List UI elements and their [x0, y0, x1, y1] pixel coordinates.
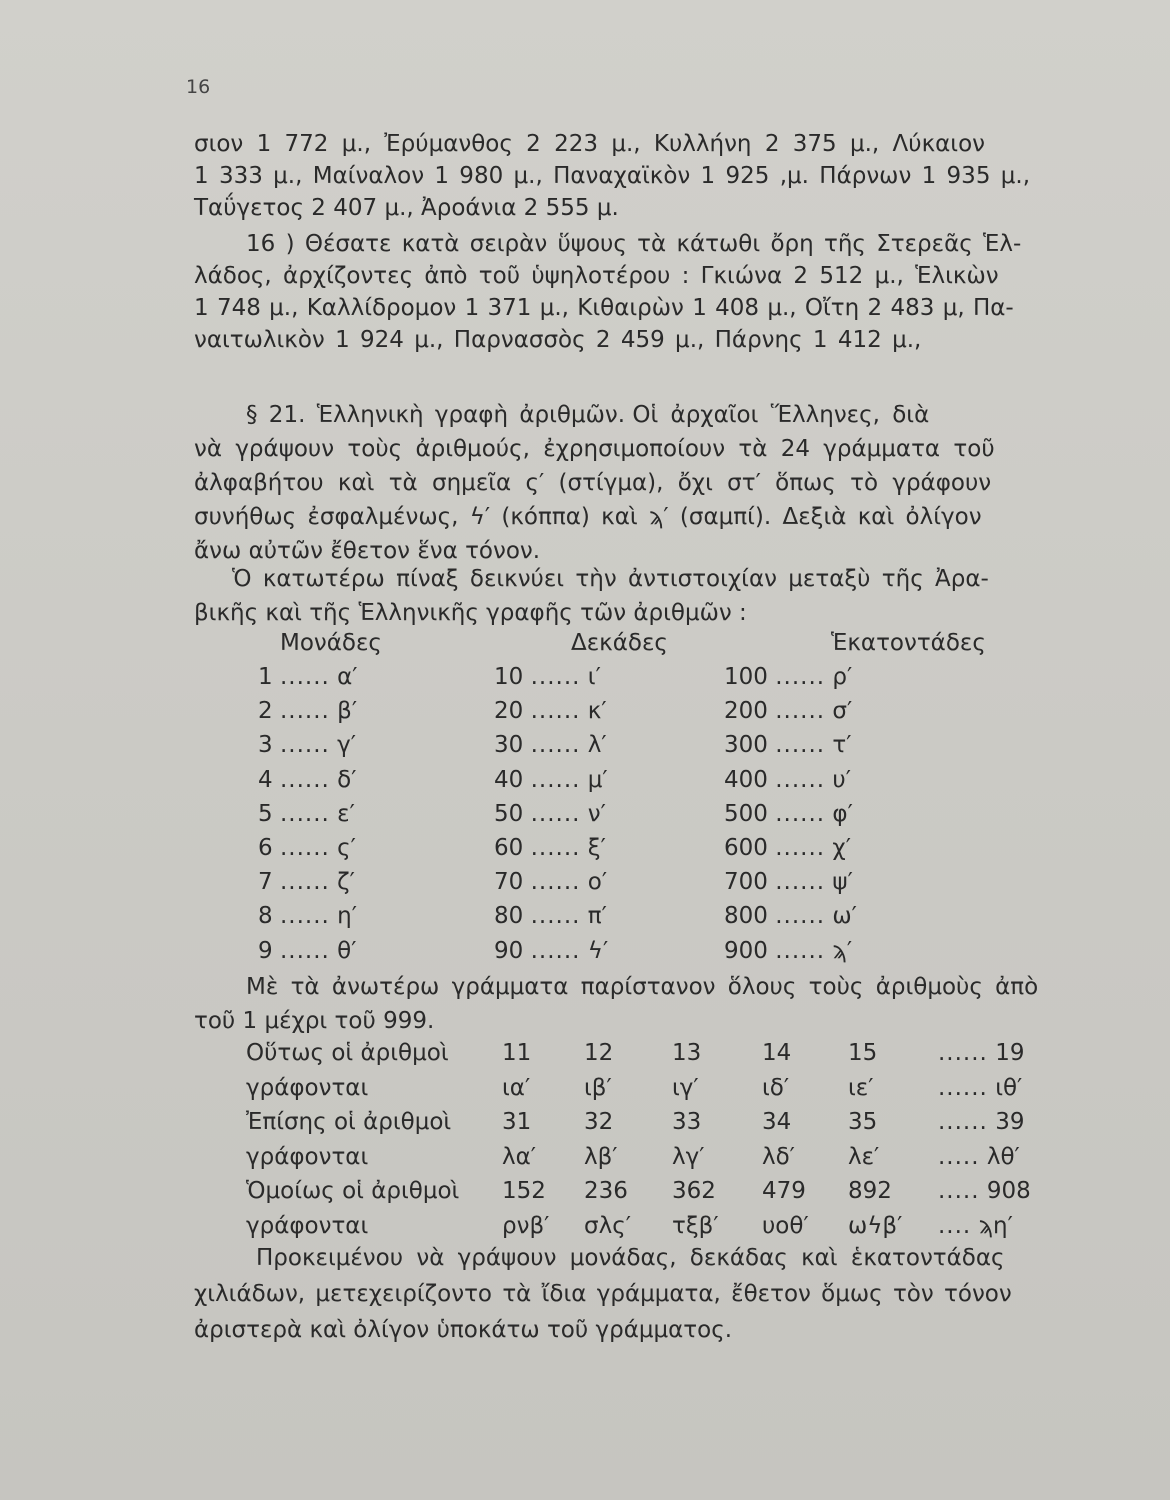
example-last-value: λθ′ — [986, 1143, 1020, 1170]
leader-dots: ...... — [938, 1040, 988, 1066]
arabic-number: 6 — [258, 835, 273, 862]
units-cell — [258, 934, 494, 968]
tens-cell — [494, 899, 724, 933]
hundreds-cell — [724, 694, 944, 728]
greek-numeral: γ′ — [337, 732, 356, 759]
greek-numeral: β′ — [337, 698, 358, 725]
text-line: ναιτωλικὸν 1 924 μ., Παρνασσὸς 2 459 μ., Πάρνης 1 412 μ., — [194, 327, 922, 353]
arabic-number: 8 — [258, 903, 273, 930]
mountains-peloponnese-paragraph — [194, 128, 1096, 224]
leader-dots: ...... — [938, 1074, 988, 1101]
text-line: 1 333 μ., Μαίναλον 1 980 μ., Παναχαϊκὸν 1 925 ,μ. Πάρνων 1 935 μ., — [194, 163, 1031, 189]
units-cell — [258, 763, 494, 797]
leader-dots: ...... — [279, 937, 330, 964]
text-line: συνήθως ἐσφαλμένως, ϟ′ (κόππα) καὶ ϡ′ (σαμπί). Δεξιὰ καὶ ὀλίγον — [194, 504, 982, 530]
numeral-row — [258, 831, 944, 865]
leader-dots: ...... — [530, 698, 581, 725]
greek-numeral: κ′ — [587, 698, 607, 725]
header-label: Ἑκατοντάδες — [831, 630, 986, 656]
arabic-number: 30 — [494, 732, 524, 759]
example-value: λα′ — [502, 1143, 536, 1170]
example-value: ωϟβ′ — [848, 1212, 903, 1239]
leader-dots: ...... — [775, 698, 826, 725]
arabic-number: 90 — [494, 937, 524, 964]
arabic-number: 800 — [724, 903, 768, 930]
units-cell — [258, 797, 494, 831]
tens-cell — [494, 831, 724, 865]
text-line: νὰ γράψουν τοὺς ἀριθμούς, ἐχρησιμοποίουν τὰ 24 γράμματα τοῦ — [194, 436, 995, 462]
text-line: Προκειμένου νὰ γράψουν μονάδας, δεκάδας καὶ ἑκατοντάδας — [256, 1245, 1005, 1271]
numeral-row — [258, 660, 944, 694]
example-last-value: ιθ′ — [995, 1074, 1023, 1101]
example-value: ια′ — [502, 1074, 531, 1101]
arabic-number: 80 — [494, 903, 524, 930]
page-number: 16 — [186, 76, 211, 98]
tens-cell — [494, 797, 724, 831]
leader-dots: ...... — [775, 800, 826, 827]
hundreds-cell — [724, 728, 944, 762]
example-last-value: ϡη′ — [978, 1212, 1013, 1239]
arabic-number: 50 — [494, 800, 524, 827]
leader-dots: ..... — [938, 1143, 980, 1170]
greek-numeral: λ′ — [587, 732, 607, 759]
example-row — [246, 1209, 1031, 1244]
example-value: 479 — [762, 1178, 806, 1204]
greek-numeral: ϡ′ — [832, 937, 853, 964]
greek-numerals-rows — [258, 660, 944, 968]
example-value: υοθ′ — [762, 1212, 809, 1239]
tens-cell — [494, 763, 724, 797]
arabic-number: 200 — [724, 698, 768, 725]
text-line: 1 748 μ., Καλλίδρομον 1 371 μ., Κιθαιρὼν 1 408 μ., Οἴτη 2 483 μ, Πα- — [194, 295, 1014, 321]
arabic-number: 500 — [724, 800, 768, 827]
leader-dots: ...... — [530, 903, 581, 930]
leader-dots: ...... — [530, 766, 581, 793]
greek-numeral: υ′ — [832, 766, 851, 793]
greek-numeral: τ′ — [832, 732, 852, 759]
arabic-number: 10 — [494, 664, 524, 690]
greek-numeral: η′ — [337, 903, 357, 930]
greek-numeral: ϟ′ — [587, 937, 609, 964]
arabic-number: 600 — [724, 835, 768, 862]
example-value: 12 — [584, 1040, 614, 1066]
exercise-16-paragraph — [194, 228, 1096, 356]
units-cell — [258, 831, 494, 865]
arabic-number: 900 — [724, 937, 768, 964]
leader-dots: ...... — [775, 869, 826, 896]
text-line: Ὁ κατωτέρω πίναξ δεικνύει τὴν ἀντιστοιχίαν μεταξὺ τῆς Ἀρα- — [232, 566, 989, 592]
units-cell — [258, 728, 494, 762]
example-last-value: 39 — [995, 1109, 1025, 1135]
text-line: ἄνω αὐτῶν ἔθετον ἕνα τόνον. — [194, 538, 541, 564]
tens-cell — [494, 694, 724, 728]
example-value: σλς′ — [584, 1212, 631, 1239]
hundreds-cell — [724, 899, 944, 933]
example-value: 152 — [502, 1178, 546, 1204]
numeral-row — [258, 694, 944, 728]
leader-dots: ...... — [279, 869, 330, 896]
example-value: 35 — [848, 1109, 878, 1135]
example-value: 362 — [672, 1178, 716, 1204]
example-last-cell — [938, 1071, 1031, 1106]
leader-dots: ...... — [530, 869, 581, 896]
arabic-number: 100 — [724, 664, 768, 690]
numeral-row — [258, 763, 944, 797]
arabic-number: 1 — [258, 664, 273, 690]
greek-numeral: ζ′ — [337, 869, 355, 896]
arabic-number: 4 — [258, 766, 273, 793]
greek-numeral: φ′ — [832, 800, 853, 827]
section-heading: § 21. Ἑλληνικὴ γραφὴ ἀριθμῶν. — [246, 402, 626, 428]
example-label: γράφονται — [246, 1212, 369, 1239]
greek-numeral: ι′ — [587, 664, 601, 690]
range-paragraph — [194, 970, 1096, 1038]
thousands-paragraph — [194, 1240, 1096, 1348]
units-cell — [258, 694, 494, 728]
text-fragment: Οἱ ἀρχαῖοι Ἕλληνες, διὰ — [632, 402, 930, 428]
hundreds-cell — [724, 865, 944, 899]
greek-numerals-table — [258, 626, 1051, 660]
greek-numeral: ν′ — [587, 800, 606, 827]
greek-numeral: ψ′ — [832, 869, 853, 896]
arabic-number: 5 — [258, 800, 273, 827]
text-line: χιλιάδων, μετεχειρίζοντο τὰ ἴδια γράμματα, ἔθετον ὅμως τὸν τόνον — [194, 1281, 1012, 1307]
example-value: ιγ′ — [672, 1074, 699, 1101]
example-value: 34 — [762, 1109, 792, 1135]
text-line: ἀλφαβήτου καὶ τὰ σημεῖα ς′ (στίγμα), ὄχι στ′ ὅπως τὸ γράφουν — [194, 470, 992, 496]
header-units — [258, 626, 516, 660]
arabic-number: 400 — [724, 766, 768, 793]
greek-numeral: ξ′ — [587, 835, 606, 862]
example-value: 892 — [848, 1178, 892, 1204]
example-value: 236 — [584, 1178, 628, 1204]
arabic-number: 700 — [724, 869, 768, 896]
greek-numeral: δ′ — [337, 766, 357, 793]
example-row — [246, 1071, 1031, 1106]
example-value: τξβ′ — [672, 1212, 719, 1239]
leader-dots: ...... — [775, 732, 826, 759]
arabic-number: 2 — [258, 698, 273, 725]
leader-dots: ...... — [775, 835, 826, 862]
example-value: 31 — [502, 1109, 532, 1135]
example-value: λβ′ — [584, 1143, 618, 1170]
text-line: σιον 1 772 μ., Ἐρύμανθος 2 223 μ., Κυλλήνη 2 375 μ., Λύκαιον — [194, 131, 985, 157]
example-value: ιβ′ — [584, 1074, 612, 1101]
text-line: λάδος, ἀρχίζοντες ἀπὸ τοῦ ὑψηλοτέρου : Γκιώνα 2 512 μ., Ἑλικὼν — [194, 263, 999, 289]
text-line: τοῦ 1 μέχρι τοῦ 999. — [194, 1008, 435, 1034]
example-last-cell — [938, 1036, 1031, 1071]
hundreds-cell — [724, 934, 944, 968]
tens-cell — [494, 660, 724, 694]
example-last-cell — [938, 1105, 1031, 1140]
greek-numeral: θ′ — [337, 937, 357, 964]
leader-dots: ...... — [775, 664, 826, 690]
numeral-row — [258, 865, 944, 899]
greek-numeral: ς′ — [337, 835, 356, 862]
leader-dots: ...... — [530, 732, 581, 759]
hundreds-cell — [724, 763, 944, 797]
example-value: 11 — [502, 1040, 532, 1066]
text-line: Μὲ τὰ ἀνωτέρω γράμματα παρίστανον ὅλους τοὺς ἀριθμοὺς ἀπὸ — [246, 974, 1039, 1000]
example-label: γράφονται — [246, 1143, 369, 1170]
example-label: Ὁμοίως οἱ ἀριθμοὶ — [246, 1178, 460, 1204]
leader-dots: ..... — [938, 1178, 980, 1204]
text-line: 16 ) Θέσατε κατὰ σειρὰν ὕψους τὰ κάτωθι ὄρη τῆς Στερεᾶς Ἑλ- — [246, 231, 1022, 257]
arabic-number: 9 — [258, 937, 273, 964]
section-first-line — [194, 398, 1096, 432]
example-last-cell — [938, 1174, 1031, 1209]
units-cell — [258, 899, 494, 933]
leader-dots: ...... — [775, 937, 826, 964]
text-line: βικῆς καὶ τῆς Ἑλληνικῆς γραφῆς τῶν ἀριθμῶν : — [194, 600, 747, 626]
leader-dots: ...... — [279, 800, 330, 827]
header-hundreds — [801, 626, 1051, 660]
example-value: λγ′ — [672, 1143, 705, 1170]
greek-numeral: μ′ — [587, 766, 608, 793]
example-label: Οὕτως οἱ ἀριθμοὶ — [246, 1040, 449, 1066]
greek-numeral: π′ — [587, 903, 607, 930]
numeral-row — [258, 899, 944, 933]
example-label: γράφονται — [246, 1074, 369, 1101]
example-value: λε′ — [848, 1143, 880, 1170]
arabic-number: 3 — [258, 732, 273, 759]
arabic-number: 300 — [724, 732, 768, 759]
example-last-value: 908 — [986, 1178, 1031, 1204]
table-header-row — [258, 626, 1051, 660]
leader-dots: ...... — [279, 732, 330, 759]
example-value: ιδ′ — [762, 1074, 790, 1101]
leader-dots: ...... — [775, 903, 826, 930]
example-row — [246, 1105, 1031, 1140]
numeral-row — [258, 797, 944, 831]
leader-dots: ...... — [938, 1109, 988, 1135]
example-value: 32 — [584, 1109, 614, 1135]
arabic-number: 7 — [258, 869, 273, 896]
example-value: 33 — [672, 1109, 702, 1135]
leader-dots: ...... — [530, 937, 581, 964]
example-last-cell — [938, 1140, 1031, 1175]
example-last-value: 19 — [995, 1040, 1025, 1066]
example-row — [246, 1140, 1031, 1175]
leader-dots: ...... — [279, 698, 330, 725]
units-cell — [258, 865, 494, 899]
leader-dots: ...... — [530, 664, 581, 690]
tens-cell — [494, 934, 724, 968]
example-last-cell — [938, 1209, 1031, 1244]
arabic-number: 60 — [494, 835, 524, 862]
text-line: Ταΰγετος 2 407 μ., Ἀροάνια 2 555 μ. — [194, 195, 619, 221]
text-line: ἀριστερὰ καὶ ὀλίγον ὑποκάτω τοῦ γράμματος. — [194, 1317, 733, 1343]
hundreds-cell — [724, 831, 944, 865]
leader-dots: ...... — [530, 835, 581, 862]
header-label: Δεκάδες — [571, 630, 668, 656]
example-value: 14 — [762, 1040, 792, 1066]
hundreds-cell — [724, 660, 944, 694]
leader-dots: ...... — [279, 903, 330, 930]
leader-dots: ...... — [530, 800, 581, 827]
numeral-row — [258, 934, 944, 968]
numeral-row — [258, 728, 944, 762]
arabic-number: 40 — [494, 766, 524, 793]
tens-cell — [494, 865, 724, 899]
leader-dots: ...... — [279, 664, 330, 690]
example-value: 15 — [848, 1040, 878, 1066]
greek-numeral: α′ — [337, 664, 358, 690]
leader-dots: .... — [938, 1212, 972, 1239]
greek-numeral: σ′ — [832, 698, 853, 725]
example-value: ιε′ — [848, 1074, 874, 1101]
greek-numeral: ω′ — [832, 903, 857, 930]
greek-numeral: ε′ — [337, 800, 355, 827]
leader-dots: ...... — [279, 835, 330, 862]
hundreds-cell — [724, 797, 944, 831]
arabic-number: 70 — [494, 869, 524, 896]
table-intro-paragraph — [194, 562, 1096, 630]
greek-numeral: ο′ — [587, 869, 608, 896]
example-value: ρνβ′ — [502, 1212, 550, 1239]
header-tens — [516, 626, 801, 660]
example-row — [246, 1174, 1031, 1209]
greek-numeral: ρ′ — [832, 664, 853, 690]
example-value: 13 — [672, 1040, 702, 1066]
leader-dots: ...... — [279, 766, 330, 793]
example-label: Ἐπίσης οἱ ἀριθμοὶ — [246, 1109, 452, 1135]
arabic-number: 20 — [494, 698, 524, 725]
section-21 — [194, 398, 1096, 568]
examples-table — [246, 1036, 1031, 1243]
leader-dots: ...... — [775, 766, 826, 793]
tens-cell — [494, 728, 724, 762]
example-value: λδ′ — [762, 1143, 795, 1170]
greek-numeral: χ′ — [832, 835, 851, 862]
example-row — [246, 1036, 1031, 1071]
units-cell — [258, 660, 494, 694]
header-label: Μονάδες — [280, 630, 382, 656]
